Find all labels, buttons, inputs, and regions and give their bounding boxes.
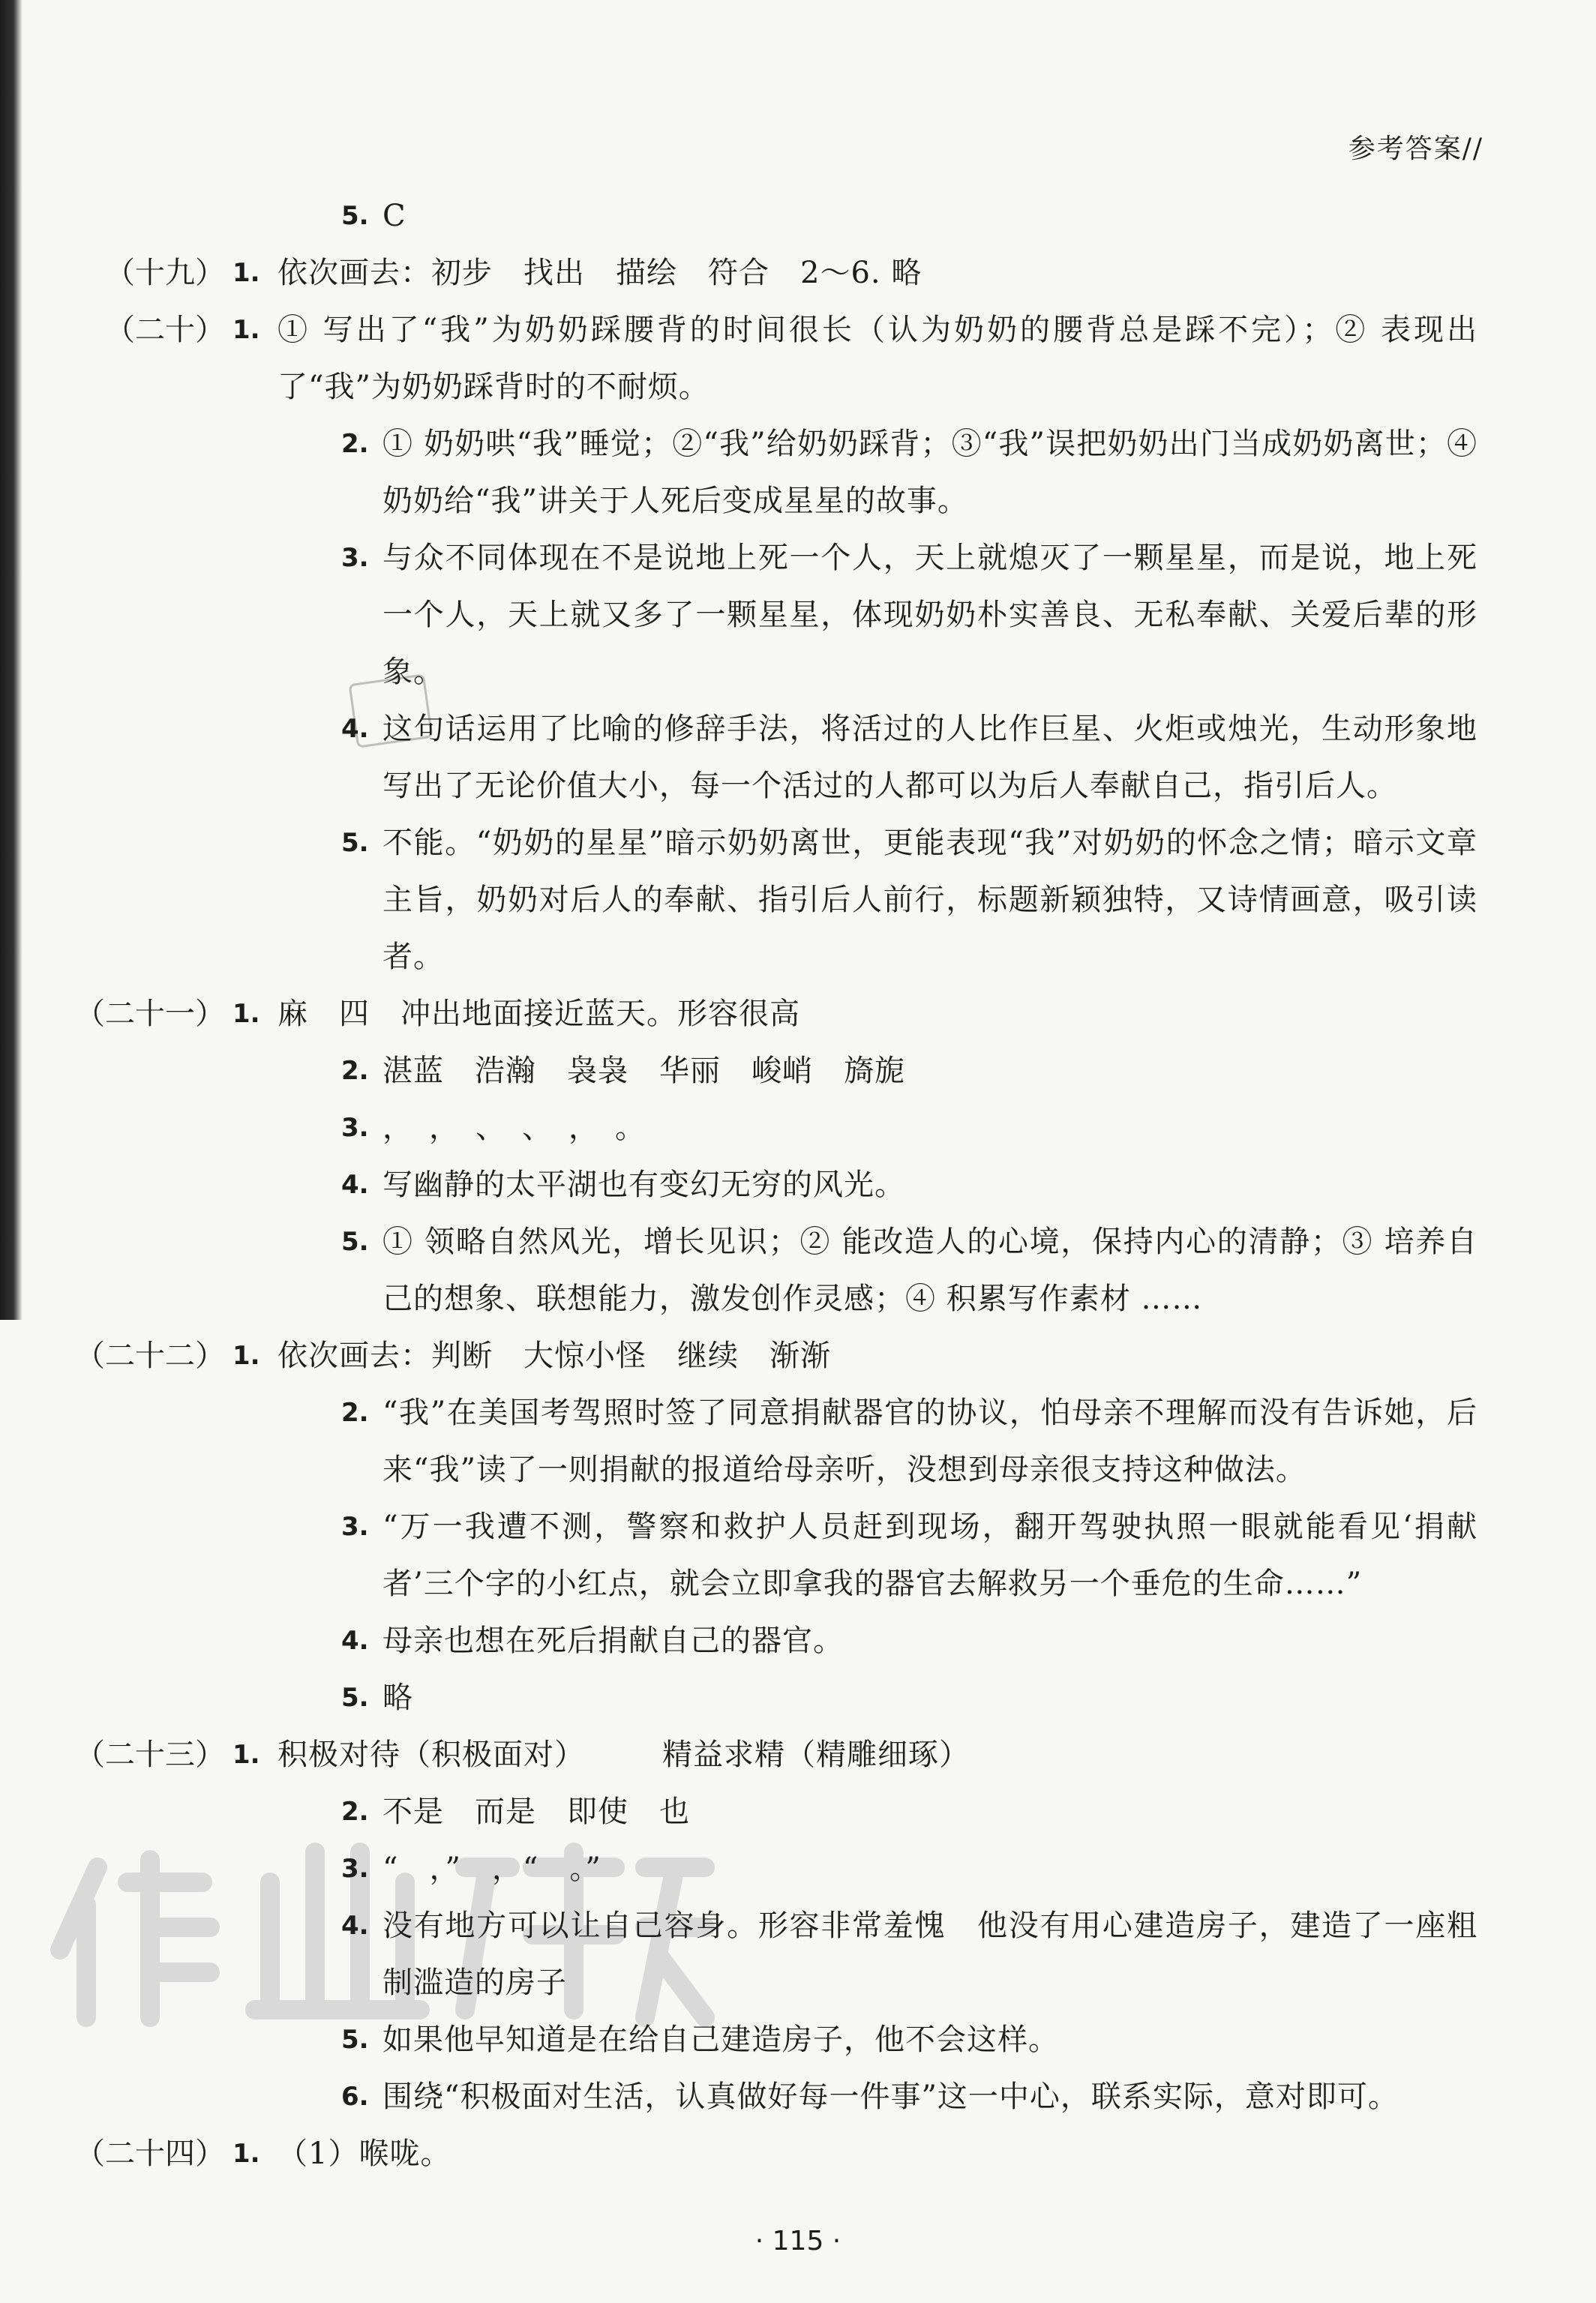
answer-item bbox=[232, 2011, 1478, 2068]
section-label: （二十四） bbox=[75, 2137, 225, 2171]
section-label: （二十） bbox=[105, 313, 225, 347]
item-text: 略 bbox=[382, 1681, 413, 1715]
answer-item bbox=[232, 1327, 1478, 1384]
item-number: 2. bbox=[341, 1398, 369, 1428]
section-label: （十九） bbox=[105, 256, 225, 290]
item-number: 5. bbox=[341, 201, 369, 231]
answer-content bbox=[75, 187, 1488, 2182]
answer-item bbox=[232, 529, 1478, 700]
section-22 bbox=[75, 1327, 1478, 1726]
item-text: 没有地方可以让自己容身。形容非常羞愧 他没有用心建造房子，建造了一座粗制滥造的房子 bbox=[382, 1909, 1478, 2000]
section-19 bbox=[105, 244, 1478, 301]
item-text: ， ， 、 、 ， 。 bbox=[382, 1111, 646, 1145]
item-text: ① 奶奶哄“我”睡觉；②“我”给奶奶踩背；③“我”误把奶奶出门当成奶奶离世；④ 奶奶给“我”讲关于人死后变成星星的故事。 bbox=[382, 427, 1488, 518]
section-continued bbox=[232, 187, 1478, 244]
item-text: 不是 而是 即使 也 bbox=[382, 1795, 690, 1829]
item-text: 如果他早知道是在给自己建造房子，他不会这样。 bbox=[382, 2023, 1059, 2057]
answer-item bbox=[232, 1840, 1478, 1897]
item-number: 4. bbox=[341, 1911, 369, 1941]
answer-item bbox=[232, 301, 1478, 415]
section-label: （二十一） bbox=[75, 997, 225, 1031]
item-number: 3. bbox=[341, 1854, 369, 1884]
item-text: “万一我遭不测，警察和救护人员赶到现场，翻开驾驶执照一眼就能看见‘捐献者’三个字的小红点，就会立即拿我的器官去解救另一个垂危的生命……” bbox=[382, 1510, 1478, 1601]
item-text: “我”在美国考驾照时签了同意捐献器官的协议，怕母亲不理解而没有告诉她，后来“我”读了一则捐献的报道给母亲听，没想到母亲很支持这种做法。 bbox=[382, 1396, 1478, 1487]
page-edge-shadow bbox=[0, 0, 22, 1320]
item-number: 3. bbox=[341, 1113, 369, 1143]
item-number: 5. bbox=[341, 2025, 369, 2055]
item-number: 4. bbox=[341, 714, 369, 744]
answer-item bbox=[232, 1042, 1478, 1099]
answer-item bbox=[232, 1783, 1478, 1840]
item-text: 不能。“奶奶的星星”暗示奶奶离世，更能表现“我”对奶奶的怀念之情；暗示文章主旨，奶奶对后人的奉献、指引后人前行，标题新颖独特，又诗情画意，吸引读者。 bbox=[382, 826, 1478, 974]
item-number: 2. bbox=[341, 1056, 369, 1086]
answer-item bbox=[232, 187, 1478, 244]
item-text: ① 写出了“我”为奶奶踩腰背的时间很长（认为奶奶的腰背总是踩不完）；② 表现出了“我”为奶奶踩背时的不耐烦。 bbox=[278, 313, 1478, 404]
item-text: 积极对待（积极面对） 精益求精（精雕细琢） bbox=[278, 1738, 970, 1772]
answer-item bbox=[232, 415, 1488, 529]
answer-item bbox=[232, 1897, 1478, 2011]
answer-item bbox=[232, 1213, 1478, 1327]
item-number: 1. bbox=[232, 1341, 260, 1371]
item-text: C bbox=[382, 199, 406, 233]
item-number: 5. bbox=[341, 1227, 369, 1257]
item-number: 4. bbox=[341, 1626, 369, 1656]
item-text: 围绕“积极面对生活，认真做好每一件事”这一中心，联系实际，意对即可。 bbox=[382, 2080, 1399, 2114]
item-number: 6. bbox=[341, 2082, 369, 2112]
item-text: “ ，” ，“ 。” bbox=[382, 1852, 602, 1886]
section-23 bbox=[75, 1726, 1478, 2125]
answer-item bbox=[232, 700, 1478, 814]
item-text: 母亲也想在死后捐献自己的器官。 bbox=[382, 1624, 844, 1658]
item-text: 写幽静的太平湖也有变幻无穷的风光。 bbox=[382, 1168, 905, 1202]
item-text: 湛蓝 浩瀚 袅袅 华丽 峻峭 旖旎 bbox=[382, 1054, 905, 1088]
answer-item bbox=[232, 2125, 1478, 2182]
answer-item bbox=[232, 2068, 1478, 2125]
answer-item bbox=[232, 1669, 1478, 1726]
answer-item bbox=[232, 985, 1478, 1042]
section-24 bbox=[75, 2125, 1478, 2182]
item-number: 3. bbox=[341, 1512, 369, 1542]
page-header: 参考答案// bbox=[1348, 133, 1484, 164]
page-number: · 115 · bbox=[754, 2226, 842, 2257]
item-number: 1. bbox=[232, 2139, 260, 2169]
answer-item bbox=[232, 1384, 1478, 1498]
item-text: ① 领略自然风光，增长见识；② 能改造人的心境，保持内心的清静；③ 培养自己的想象、联想能力，激发创作灵感；④ 积累写作素材 …… bbox=[382, 1225, 1478, 1316]
answer-item bbox=[232, 1156, 1478, 1213]
item-text: 这句话运用了比喻的修辞手法，将活过的人比作巨星、火炬或烛光，生动形象地写出了无论价值大小，每一个活过的人都可以为后人奉献自己，指引后人。 bbox=[382, 712, 1478, 803]
item-number: 5. bbox=[341, 828, 369, 858]
answer-item bbox=[232, 1498, 1478, 1612]
section-label: （二十三） bbox=[75, 1738, 225, 1772]
item-number: 3. bbox=[341, 543, 369, 573]
item-number: 4. bbox=[341, 1170, 369, 1200]
answer-item bbox=[232, 814, 1478, 985]
answer-item bbox=[232, 1726, 1478, 1783]
item-text: 依次画去：判断 大惊小怪 继续 渐渐 bbox=[278, 1339, 831, 1373]
item-number: 5. bbox=[341, 1683, 369, 1713]
item-number: 1. bbox=[232, 999, 260, 1029]
item-number: 1. bbox=[232, 258, 260, 288]
item-text: 依次画去：初步 找出 描绘 符合 2～6. 略 bbox=[278, 256, 922, 290]
section-20 bbox=[105, 301, 1488, 985]
answer-item bbox=[232, 1099, 1478, 1156]
item-number: 2. bbox=[341, 1797, 369, 1827]
item-number: 2. bbox=[341, 429, 369, 459]
item-number: 1. bbox=[232, 1740, 260, 1770]
item-number: 1. bbox=[232, 315, 260, 345]
section-label: （二十二） bbox=[75, 1339, 225, 1373]
section-21 bbox=[75, 985, 1478, 1327]
item-text: 麻 四 冲出地面接近蓝天。形容很高 bbox=[278, 997, 800, 1031]
answer-item bbox=[232, 1612, 1478, 1669]
answer-item bbox=[232, 244, 1478, 301]
item-text: （1）喉咙。 bbox=[278, 2137, 452, 2171]
item-text: 与众不同体现在不是说地上死一个人，天上就熄灭了一颗星星，而是说，地上死一个人，天上就又多了一颗星星，体现奶奶朴实善良、无私奉献、关爱后辈的形象。 bbox=[382, 541, 1478, 689]
